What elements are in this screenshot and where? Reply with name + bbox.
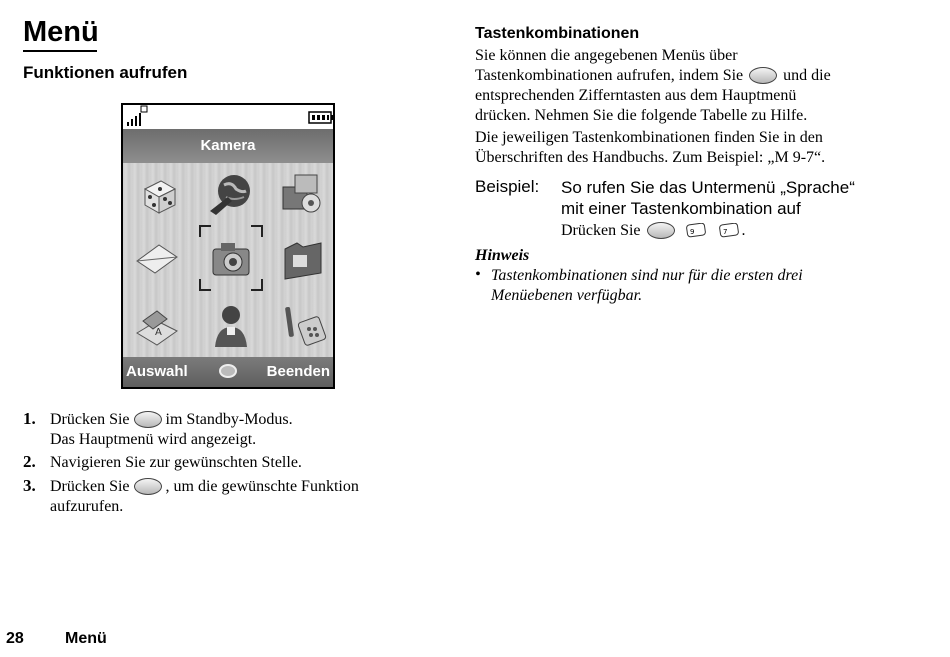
dice-icon [135,171,183,219]
footer-section-name: Menü [65,630,107,647]
example-label: Beispiel: [475,177,540,196]
example-end-period: . [741,222,746,239]
phone-softkey-bar [123,357,333,387]
footer-page-number: 28 [6,630,24,647]
center-key-icon [647,222,675,239]
step-3-line-2: aufzurufen. [50,498,124,515]
example-line-3 [561,220,746,241]
phone-menu-grid [123,163,333,359]
svg-text:9: 9 [689,228,694,236]
person-icon [207,301,255,349]
svg-text:7: 7 [722,228,727,236]
status-icons [123,105,337,129]
step-1-line-2: Das Hauptmenü wird angezeigt. [50,431,257,448]
phone-status-bar [123,105,333,129]
battery-icon [309,112,333,123]
step-1-text-before: Drücken Sie [50,411,130,428]
key-7-icon [719,223,739,238]
shortcuts-paragraph-2 [475,128,895,168]
para1-line-2-after: und die [783,67,831,84]
para1-line-4: drücken. Nehmen Sie die folgende Tabelle zu Hilfe. [475,107,808,124]
step-3-text-after: , um die gewünschte Funktion [165,478,359,495]
phone-screen-illustration [121,103,335,389]
center-key-icon [134,411,162,428]
note-line-2: Menüebenen verfügbar. [491,287,643,304]
folder-icon [279,235,327,283]
step-1-text-after: im Standby-Modus. [165,411,293,428]
step-number: 3. [23,476,36,495]
phonebook-icon [133,303,181,351]
envelope-icon [133,235,181,283]
step-2-text: Navigieren Sie zur gewünschten Stelle. [50,454,302,471]
shortcuts-paragraph-1 [475,46,895,126]
page-title: Menü [23,16,99,48]
svg-text:A: A [155,327,162,338]
signal-icon [127,106,147,126]
note-line-1: Tastenkombinationen sind nur für die ersten drei [491,267,803,284]
para2-line-1: Die jeweiligen Tastenkombinationen finden Sie in den [475,129,823,146]
para2-line-2: Überschriften des Handbuchs. Zum Beispiel: „M 9-7“. [475,149,826,166]
example-line-2: mit einer Tastenkombination auf [561,199,801,218]
title-underline [23,50,97,52]
phone-menu-title: Kamera [123,129,333,163]
softkey-exit: Beenden [266,363,330,380]
step-1-text [50,410,293,450]
center-key-icon [749,67,777,84]
center-key-icon [134,478,162,495]
step-3-text-before: Drücken Sie [50,478,130,495]
softkey-select: Auswahl [126,363,188,380]
example-line-1: So rufen Sie das Untermenü „Sprache“ [561,178,855,197]
para1-line-1: Sie können die angegebenen Menüs über [475,47,738,64]
step-number: 1. [23,409,36,428]
media-icon [277,171,325,219]
para1-line-2-before: Tastenkombinationen aufrufen, indem Sie [475,67,744,84]
step-number: 2. [23,452,36,471]
key-9-icon [686,223,706,238]
para1-line-3: entsprechenden Zifferntasten aus dem Hauptmenü [475,87,797,104]
section-heading: Funktionen aufrufen [23,63,188,82]
center-key-icon [219,364,237,378]
shortcuts-heading: Tastenkombinationen [475,25,640,42]
example-press-text: Drücken Sie [561,222,641,239]
camera-icon [207,235,255,283]
note-bullet: • [475,266,481,283]
tools-icon [279,299,327,347]
step-3-text [50,477,359,517]
globe-icon [206,171,254,219]
note-heading: Hinweis [475,247,530,264]
